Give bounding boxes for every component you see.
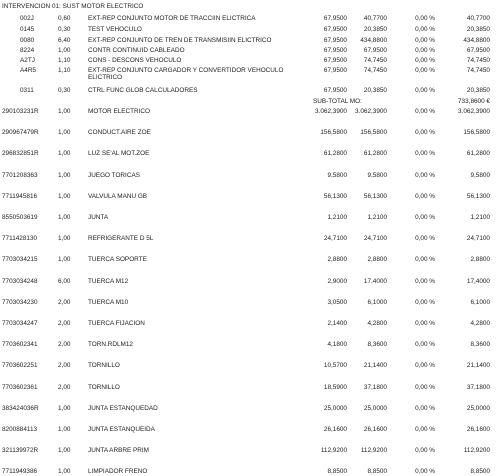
line-discount: 0,00 % xyxy=(415,26,435,33)
line-discount: 0,00 % xyxy=(415,47,435,54)
intervention-header xyxy=(0,3,500,11)
part-unit-price: 56,1300 xyxy=(323,192,347,200)
line-qty: 6,40 xyxy=(58,37,71,44)
part-code: 7703034247 xyxy=(2,320,38,327)
line-net: 20,3850 xyxy=(466,87,490,94)
part-row xyxy=(0,405,500,413)
part-unit-price: 8,8500 xyxy=(327,468,347,476)
line-description: CONS - DESCONS VEHOCULO xyxy=(88,57,182,64)
part-amount: 8,8500 xyxy=(367,468,387,476)
part-description: TUERCA M12 xyxy=(88,277,129,285)
part-unit-price: 2,8800 xyxy=(327,256,347,264)
line-amount: 434,8800 xyxy=(360,37,387,44)
part-net: 24,7100 xyxy=(466,235,490,243)
part-code: 7711949386 xyxy=(2,468,38,476)
line-code: 002J xyxy=(20,15,34,22)
line-qty: 0,30 xyxy=(58,26,71,33)
part-net: 3.062,3900 xyxy=(458,108,490,115)
part-row xyxy=(0,214,500,222)
part-net: 112,9200 xyxy=(463,447,490,455)
line-qty: 0,60 xyxy=(58,15,71,22)
line-description: CTRL FUNC GLOB CALCULADORES xyxy=(88,87,198,94)
part-qty: 1,00 xyxy=(58,150,71,158)
part-qty: 1,00 xyxy=(58,404,71,412)
part-code: 8200884113 xyxy=(2,426,38,433)
part-net: 8,8500 xyxy=(470,468,490,476)
part-qty: 1,00 xyxy=(58,192,71,200)
part-unit-price: 2,9000 xyxy=(327,277,347,285)
line-code: A2TJ xyxy=(20,57,35,64)
part-unit-price: 24,7100 xyxy=(323,235,347,243)
labor-row xyxy=(0,47,500,55)
part-discount: 0,00 % xyxy=(415,277,435,285)
line-code: 8224 xyxy=(20,47,35,54)
line-unit-price: 67,9500 xyxy=(323,57,347,64)
part-qty: 1,00 xyxy=(58,256,71,264)
part-discount: 0,00 % xyxy=(415,362,435,370)
part-row xyxy=(0,447,500,455)
part-description: TUERCA M10 xyxy=(88,298,129,306)
subtotal-row xyxy=(0,98,500,106)
part-discount: 0,00 % xyxy=(415,298,435,306)
line-amount: 20,3850 xyxy=(363,26,387,33)
part-unit-price: 156,5800 xyxy=(320,129,347,137)
part-description: JUNTA ARBRE PRIM xyxy=(88,447,149,455)
line-amount: 74,7450 xyxy=(363,57,387,64)
part-net: 1,2100 xyxy=(470,214,490,221)
part-discount: 0,00 % xyxy=(415,150,435,158)
part-code: 7701208363 xyxy=(2,171,38,179)
line-code: 0311 xyxy=(20,87,34,94)
line-unit-price: 67,9500 xyxy=(323,67,347,74)
part-row xyxy=(0,362,500,370)
part-code: 7703602361 xyxy=(2,383,38,391)
part-description: LIMPIADOR FRENO xyxy=(88,468,148,476)
part-amount: 56,1300 xyxy=(363,192,387,200)
part-amount: 17,4000 xyxy=(363,277,387,285)
part-code: 7703034215 xyxy=(2,256,38,264)
part-row xyxy=(0,150,500,158)
labor-row xyxy=(0,57,500,65)
part-row xyxy=(0,235,500,243)
part-net: 6,1000 xyxy=(470,298,490,306)
part-description: JUNTA xyxy=(88,214,109,221)
part-discount: 0,00 % xyxy=(415,468,435,476)
labor-row xyxy=(0,87,500,95)
part-row xyxy=(0,426,500,434)
part-amount: 112,9200 xyxy=(360,447,387,455)
part-net: 156,5800 xyxy=(463,129,490,137)
part-discount: 0,00 % xyxy=(415,214,435,221)
line-net: 67,9500 xyxy=(466,47,490,54)
part-qty: 1,00 xyxy=(58,171,71,179)
part-unit-price: 3,0500 xyxy=(327,298,347,306)
part-unit-price: 26,1600 xyxy=(323,426,347,433)
part-amount: 8,3600 xyxy=(367,341,387,349)
part-description: VALVULA MANU GB xyxy=(88,192,148,200)
subtotal-value: 733,8600 € xyxy=(458,98,490,105)
part-discount: 0,00 % xyxy=(415,447,435,455)
part-amount: 6,1000 xyxy=(367,298,387,306)
part-net: 4,2800 xyxy=(470,320,490,327)
line-net: 40,7700 xyxy=(466,15,490,22)
part-code: 290103231R xyxy=(2,108,39,115)
part-qty: 2,00 xyxy=(58,362,71,370)
part-qty: 1,00 xyxy=(58,468,71,476)
part-discount: 0,00 % xyxy=(415,129,435,137)
part-code: 7711945816 xyxy=(2,192,38,200)
part-row xyxy=(0,341,500,349)
part-net: 21,1400 xyxy=(466,362,490,370)
part-description: MOTOR ELECTRICO xyxy=(88,108,151,115)
intervention-title: INTERVENCION 01: SUST MOTOR ELECTRICO xyxy=(2,3,144,10)
part-code: 7703602251 xyxy=(2,362,38,370)
part-description: CONDUCT.AIRE ZOE xyxy=(88,129,151,137)
part-unit-price: 3.062,3900 xyxy=(315,108,347,115)
line-discount: 0,00 % xyxy=(415,15,435,22)
part-amount: 37,1800 xyxy=(363,383,387,391)
part-code: 7703034230 xyxy=(2,298,38,306)
part-description: JUNTA ESTANQUEIDA xyxy=(88,426,155,433)
part-net: 9,5800 xyxy=(470,171,490,179)
line-code: A4R5 xyxy=(20,67,36,74)
part-description: TORNILLO xyxy=(88,362,120,370)
line-unit-price: 67,9500 xyxy=(323,47,347,54)
part-unit-price: 2,1400 xyxy=(327,320,347,327)
part-discount: 0,00 % xyxy=(415,256,435,264)
part-unit-price: 10,5700 xyxy=(323,362,347,370)
part-amount: 25,0000 xyxy=(363,404,387,412)
line-code: 0145 xyxy=(20,26,35,33)
part-qty: 2,00 xyxy=(58,383,71,391)
part-description: TORNILLO xyxy=(88,383,120,391)
part-description: TORN.RDLM12 xyxy=(88,341,133,349)
part-discount: 0,00 % xyxy=(415,171,435,179)
part-discount: 0,00 % xyxy=(415,404,435,412)
part-qty: 1,00 xyxy=(58,235,71,243)
line-amount: 40,7700 xyxy=(363,15,387,22)
part-amount: 21,1400 xyxy=(363,362,387,370)
line-description: CONTR CONTINUID CABLEADO xyxy=(88,47,185,54)
line-discount: 0,00 % xyxy=(415,37,435,44)
line-net: 434,8800 xyxy=(463,37,490,44)
line-unit-price: 67,9500 xyxy=(323,26,347,33)
part-code: 383424036R xyxy=(2,404,39,412)
part-qty: 1,00 xyxy=(58,129,71,137)
line-unit-price: 67,9500 xyxy=(323,87,347,94)
part-discount: 0,00 % xyxy=(415,426,435,433)
part-row xyxy=(0,384,500,392)
line-qty: 1,00 xyxy=(58,47,71,54)
labor-row xyxy=(0,15,500,23)
part-row xyxy=(0,193,500,201)
line-amount: 20,3850 xyxy=(363,87,387,94)
part-description: REFRIGERANTE D 5L xyxy=(88,235,154,243)
part-row xyxy=(0,256,500,264)
part-unit-price: 25,0000 xyxy=(323,404,347,412)
part-qty: 6,00 xyxy=(58,277,71,285)
part-amount: 26,1600 xyxy=(363,426,387,433)
part-qty: 2,00 xyxy=(58,298,71,306)
part-amount: 156,5800 xyxy=(360,129,387,137)
part-row xyxy=(0,108,500,116)
line-discount: 0,00 % xyxy=(415,57,435,64)
part-amount: 4,2800 xyxy=(367,320,387,327)
line-discount: 0,00 % xyxy=(415,87,435,94)
part-code: 296832851R xyxy=(2,150,39,158)
part-unit-price: 9,5800 xyxy=(327,171,347,179)
line-qty: 1,10 xyxy=(58,57,71,64)
line-description: EXT-REP CONJUNTO DE TREN DE TRANSMISIIN ELICTRICO xyxy=(88,37,272,44)
line-net: 20,3850 xyxy=(466,26,490,33)
line-net: 74,7450 xyxy=(466,57,490,64)
part-net: 61,2800 xyxy=(466,150,490,158)
line-description: EXT-REP CONJUNTO CARGADOR Y CONVERTIDOR VEHOCULO ELICTRICO xyxy=(88,67,284,81)
part-description: JUEGO TORICAS xyxy=(88,171,140,179)
part-row xyxy=(0,172,500,180)
part-discount: 0,00 % xyxy=(415,108,435,115)
line-amount: 74,7450 xyxy=(363,67,387,74)
part-net: 17,4000 xyxy=(466,277,490,285)
part-discount: 0,00 % xyxy=(415,341,435,349)
part-description: LUZ SE'AL MOT.ZOE xyxy=(88,150,150,158)
part-unit-price: 61,2800 xyxy=(323,150,347,158)
part-row xyxy=(0,278,500,286)
part-net: 25,0000 xyxy=(466,404,490,412)
line-discount: 0,00 % xyxy=(415,67,435,74)
part-description: TUERCA SOPORTE xyxy=(88,256,147,264)
part-amount: 9,5800 xyxy=(367,171,387,179)
line-qty: 1,10 xyxy=(58,67,71,74)
part-row xyxy=(0,299,500,307)
part-amount: 24,7100 xyxy=(363,235,387,243)
labor-row xyxy=(0,26,500,34)
part-code: 290967479R xyxy=(2,129,39,137)
line-unit-price: 67,9500 xyxy=(323,37,347,44)
part-net: 2,8800 xyxy=(470,256,490,264)
part-discount: 0,00 % xyxy=(415,320,435,327)
part-code: 8550503619 xyxy=(2,214,38,221)
line-amount: 67,9500 xyxy=(363,47,387,54)
part-qty: 2,00 xyxy=(58,341,71,349)
line-description: TEST VEHOCULO xyxy=(88,26,142,33)
part-net: 8,3600 xyxy=(470,341,490,349)
labor-row xyxy=(0,37,500,45)
part-description: JUNTA ESTANQUEDAD xyxy=(88,404,158,412)
line-net: 74,7450 xyxy=(466,67,490,74)
part-description: TUERCA FIJACION xyxy=(88,320,145,327)
part-unit-price: 18,5900 xyxy=(323,383,347,391)
part-unit-price: 112,9200 xyxy=(320,447,347,455)
part-row xyxy=(0,320,500,328)
part-discount: 0,00 % xyxy=(415,235,435,243)
part-qty: 1,00 xyxy=(58,214,71,221)
line-qty: 0,30 xyxy=(58,87,71,94)
part-net: 26,1600 xyxy=(466,426,490,433)
part-unit-price: 1,2100 xyxy=(327,214,347,221)
part-qty: 1,00 xyxy=(58,426,71,433)
part-amount: 1,2100 xyxy=(367,214,387,221)
part-unit-price: 4,1800 xyxy=(327,341,347,349)
part-code: 7703602341 xyxy=(2,341,38,349)
part-discount: 0,00 % xyxy=(415,192,435,200)
part-amount: 61,2800 xyxy=(363,150,387,158)
part-discount: 0,00 % xyxy=(415,383,435,391)
part-amount: 2,8800 xyxy=(367,256,387,264)
part-qty: 1,00 xyxy=(58,447,71,455)
part-qty: 2,00 xyxy=(58,320,71,327)
part-row xyxy=(0,129,500,137)
subtotal-label: SUB-TOTAL MO: xyxy=(313,98,362,105)
labor-row xyxy=(0,67,500,81)
part-code: 7711428130 xyxy=(2,235,38,243)
part-code: 7703034248 xyxy=(2,277,38,285)
line-code: 0080 xyxy=(20,37,35,44)
part-qty: 1,00 xyxy=(58,108,71,115)
line-unit-price: 67,9500 xyxy=(323,15,347,22)
part-net: 56,1300 xyxy=(466,192,490,200)
part-net: 37,1800 xyxy=(466,383,490,391)
part-code: 321139972R xyxy=(2,447,39,455)
part-amount: 3.062,3900 xyxy=(355,108,387,115)
line-description: EXT-REP CONJUNTO MOTOR DE TRACCIIN ELICTRICA xyxy=(88,15,256,22)
